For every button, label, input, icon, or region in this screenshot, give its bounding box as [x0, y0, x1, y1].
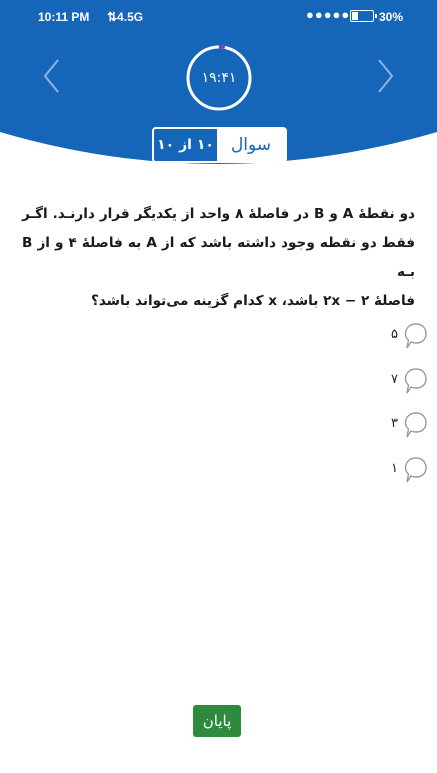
- answer-option[interactable]: [386, 321, 428, 351]
- signal-icon: ●●●●●: [306, 7, 351, 22]
- next-question-button[interactable]: [373, 58, 397, 94]
- radio-icon: [402, 455, 428, 485]
- question-line: فاصلهٔ ۲ − ۲x باشد، x کدام گزینه می‌تواند باشد؟: [90, 293, 415, 309]
- answer-option[interactable]: [386, 366, 428, 396]
- answer-option-label: ۱: [391, 461, 398, 476]
- header: [0, 0, 437, 180]
- question-counter-label: سوال: [230, 135, 272, 155]
- answer-option-label: ۵: [391, 327, 398, 342]
- question-counter-value: ۱۰ از ۱۰: [154, 129, 217, 161]
- timer: [185, 44, 253, 112]
- battery-percent: 30%: [379, 10, 404, 24]
- battery-icon: [350, 10, 374, 22]
- finish-button[interactable]: پایان: [193, 705, 241, 737]
- previous-question-button[interactable]: [40, 58, 64, 94]
- answer-option-label: ۳: [391, 416, 398, 431]
- question-counter: [152, 127, 287, 163]
- answer-option[interactable]: [386, 410, 428, 440]
- radio-icon: [402, 366, 428, 396]
- answer-option[interactable]: [386, 455, 428, 485]
- question-line: فقط دو نقطه وجود داشته باشد که از A به فاصلهٔ ۴ و از B بـه: [22, 235, 416, 280]
- status-bar: [0, 0, 437, 34]
- status-time: 10:11 PM: [38, 10, 90, 24]
- question-text: [22, 200, 415, 316]
- radio-icon: [402, 321, 428, 351]
- chevron-left-icon: [40, 58, 64, 94]
- status-network: ⇅4.5G: [107, 10, 144, 24]
- chevron-right-icon: [373, 58, 397, 94]
- radio-icon: [402, 410, 428, 440]
- timer-text: ۱۹:۴۱: [201, 70, 237, 86]
- question-line: دو نقطهٔ A و B در فاصلهٔ ۸ واحد از یکدیگر قرار دارنـد. اگـر: [22, 206, 415, 222]
- battery-fill: [352, 12, 358, 20]
- answer-option-label: ۷: [391, 372, 398, 387]
